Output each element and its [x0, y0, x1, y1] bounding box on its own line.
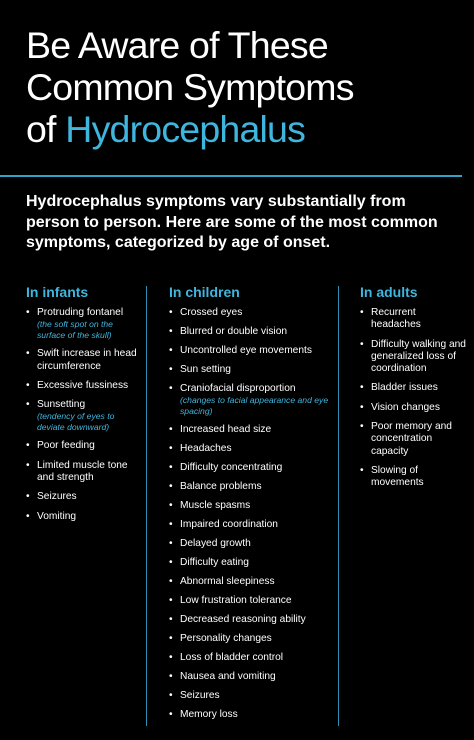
symptom-text: Headaches	[180, 442, 232, 454]
symptom-item	[360, 465, 466, 490]
symptom-text: Recurrent headaches	[371, 307, 421, 331]
column-heading-adults: In adults	[360, 284, 418, 300]
symptom-item	[169, 481, 337, 493]
symptom-item	[169, 538, 337, 550]
symptom-text: Personality changes	[180, 632, 272, 644]
symptom-text: Balance problems	[180, 480, 262, 492]
symptom-item	[169, 383, 337, 417]
symptom-item	[169, 462, 337, 474]
symptom-text: Sunsetting	[37, 399, 86, 411]
symptom-text: Uncontrolled eye movements	[180, 344, 312, 356]
title-line-3	[26, 108, 456, 150]
symptom-item	[26, 399, 142, 433]
symptom-text: Blurred or double vision	[180, 325, 288, 337]
column-children	[169, 284, 337, 728]
symptom-item	[169, 595, 337, 607]
title-divider	[0, 175, 462, 177]
symptom-item	[26, 380, 142, 392]
symptom-item	[169, 690, 337, 702]
symptom-text: Poor feeding	[37, 440, 95, 452]
symptom-text: Limited muscle tone and strength	[37, 459, 128, 484]
symptom-item	[360, 402, 466, 414]
symptom-text: Seizures	[37, 491, 77, 503]
title-line-2: Common Symptoms	[26, 66, 354, 108]
symptom-text: Loss of bladder control	[180, 651, 284, 663]
symptom-item	[169, 557, 337, 569]
column-heading-infants: In infants	[26, 284, 89, 300]
symptom-item	[26, 491, 142, 503]
symptom-item	[360, 339, 466, 376]
title-line-1: Be Aware of These	[26, 24, 328, 66]
symptom-text: Delayed growth	[180, 537, 251, 549]
symptom-text: Protruding fontanel	[37, 307, 124, 318]
symptom-text: Slowing of movements	[371, 464, 424, 489]
symptom-text: Sun setting	[180, 363, 231, 375]
symptom-list-adults	[360, 307, 466, 490]
symptom-list-infants	[26, 307, 142, 523]
title-accent: Hydrocephalus	[65, 108, 306, 150]
symptom-text: Muscle spasms	[180, 499, 251, 511]
symptom-text: Increased head size	[180, 423, 272, 435]
symptom-item	[169, 576, 337, 588]
column-heading-children: In children	[169, 284, 240, 300]
symptom-text: Seizures	[180, 689, 220, 701]
symptom-note: (changes to facial appearance and eye spacing)	[180, 395, 329, 417]
symptom-item	[169, 364, 337, 376]
column-infants	[26, 284, 142, 530]
page-title	[26, 24, 456, 150]
column-divider-1	[146, 286, 147, 726]
symptom-text: Abnormal sleepiness	[180, 575, 275, 587]
title-line-3-prefix: of	[26, 108, 66, 150]
column-divider-2	[338, 286, 339, 726]
symptom-text: Crossed eyes	[180, 307, 243, 318]
symptom-text: Difficulty walking and generalized loss of coordination	[371, 338, 466, 375]
symptom-item	[26, 511, 142, 523]
intro-text: Hydrocephalus symptoms vary substantially from person to person. Here are some of the most common symptoms, categorized by age of onset.	[26, 193, 438, 251]
symptom-item	[26, 307, 142, 341]
symptom-text: Bladder issues	[371, 382, 438, 394]
symptom-text: Nausea and vomiting	[180, 670, 276, 682]
symptom-item	[26, 348, 142, 373]
symptom-item	[169, 424, 337, 436]
symptom-item	[169, 326, 337, 338]
symptom-item	[360, 421, 466, 458]
symptom-list-children	[169, 307, 337, 721]
symptom-item	[169, 307, 337, 319]
symptom-text: Vision changes	[371, 401, 440, 413]
symptom-item	[169, 709, 337, 721]
symptom-text: Difficulty concentrating	[180, 461, 283, 473]
symptom-text: Impaired coordination	[180, 518, 278, 530]
symptom-text: Low frustration tolerance	[180, 594, 292, 606]
symptom-note: (tendency of eyes to deviate downward)	[37, 411, 115, 433]
symptom-item	[26, 460, 142, 485]
symptom-item	[169, 633, 337, 645]
symptom-note: (the soft spot on the surface of the skull)	[37, 319, 113, 341]
symptom-text: Decreased reasoning ability	[180, 613, 306, 625]
symptom-item	[26, 440, 142, 452]
symptom-text: Poor memory and concentration capacity	[371, 421, 452, 457]
symptom-text: Memory loss	[180, 708, 238, 720]
symptom-item	[169, 652, 337, 664]
symptom-text: Excessive fussiness	[37, 379, 129, 391]
symptom-item	[169, 671, 337, 683]
symptom-text: Swift increase in head circumference	[37, 348, 137, 372]
symptom-item	[169, 345, 337, 357]
symptom-item	[169, 614, 337, 626]
symptom-item	[360, 382, 466, 394]
symptom-text: Craniofacial disproportion	[180, 382, 296, 394]
symptom-item	[169, 519, 337, 531]
symptom-item	[360, 307, 466, 332]
symptom-item	[169, 500, 337, 512]
symptom-text: Vomiting	[37, 510, 77, 522]
symptom-item	[169, 443, 337, 455]
symptom-text: Difficulty eating	[180, 556, 249, 568]
column-adults	[360, 284, 466, 497]
